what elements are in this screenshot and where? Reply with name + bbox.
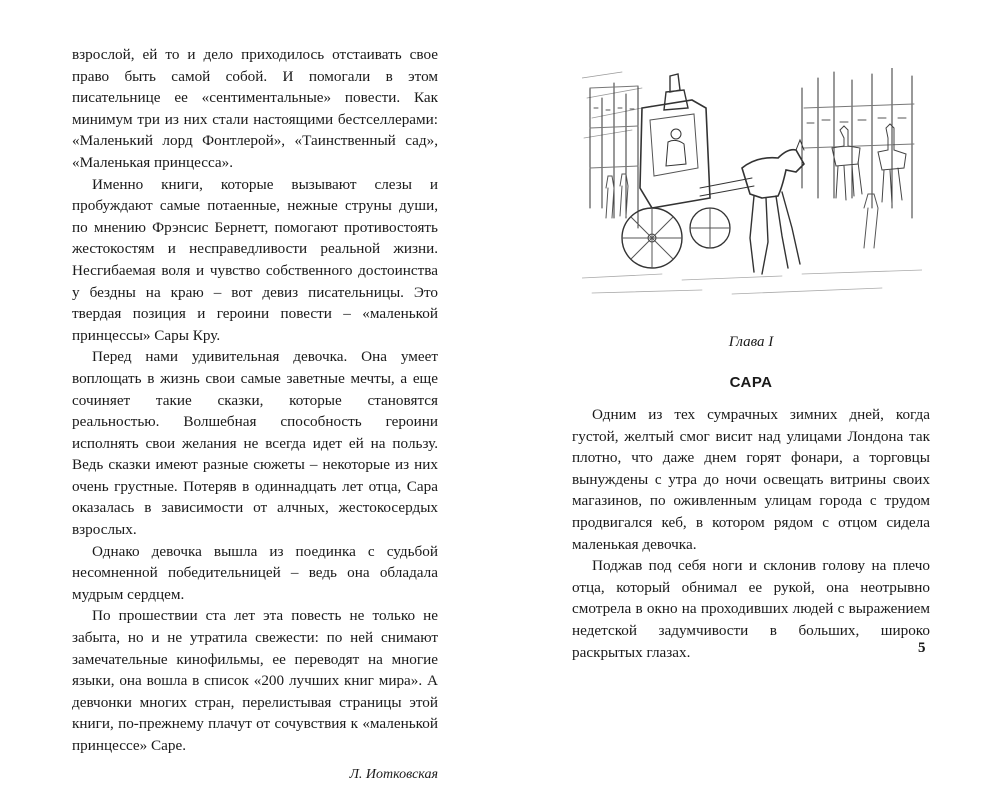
left-page	[72, 44, 438, 785]
left-paragraph-5: По прошествии ста лет эта повесть не только не забыта, но и не утратила свежести: по ней снимают замечательные кинофильмы, ее переводят на многие языки, она вошла в список «200 лучших книг мира». А девчонки многих стран, перелистывая страницы этой книги, по-прежнему плачут от сочувствия к «маленькой принцессе» Саре.	[72, 607, 438, 754]
right-paragraph-2: Поджав под себя ноги и склонив голову на плечо отца, который обнимал ее рукой, она неотрывно смотрела в окно на проходивших людей с выражением недетской задумчивости в больших, широко раскрытых глазах.	[572, 557, 930, 661]
page-number: 5	[918, 640, 926, 656]
left-paragraph-2: Именно книги, которые вызывают слезы и пробуждают самые потаенные, нежные струны души, по мнению Фрэнсис Бернетт, помогают противостоять жестокостям и несправедливости реальной жизни. Несгибаемая воля и чувство собственного достоинства у бездны на краю – вот девиз писательницы. Это твердая позиция и героини повести – «маленькой принцессы» Сары Кру.	[72, 175, 438, 344]
chapter-label: Глава I	[728, 334, 774, 350]
horse-carriage-sketch-icon	[582, 68, 922, 312]
right-text-block	[572, 404, 930, 663]
left-paragraph-1: взрослой, ей то и дело приходилось отстаивать свое право быть самой собой. И помогали в этом писательнице ее «сентиментальные» повести. Как минимум три из них стали настоящими бестселлерами: «Маленький лорд Фонтлерой», «Таинственный сад», «Маленькая принцесса».	[72, 46, 438, 171]
chapter-title: САРА	[729, 374, 773, 391]
author-signature: Л. Иотковская	[349, 766, 438, 782]
left-paragraph-4: Однако девочка вышла из поединка с судьбой несомненной победительницей – ведь она обладала мудрым сердцем.	[72, 542, 438, 603]
right-paragraph-1: Одним из тех сумрачных зимних дней, когда густой, желтый смог висит над улицами Лондона так плотно, что даже днем горят фонари, а торговцы вынуждены с утра до ночи освещать витрины своих магазинов, по оживленным улицам города с трудом продвигался кеб, в котором рядом с отцом сидела маленькая девочка.	[572, 406, 930, 553]
left-paragraph-3: Перед нами удивительная девочка. Она умеет воплощать в жизнь свои самые заветные мечты, а еще сочиняет такие сказки, которые становятся реальностью. Волшебная способность героини исполнять свои желания не всегда идет ей на пользу. Ведь сказки имеют разные сюжеты – некоторые из них очень грустные. Потеряв в одиннадцать лет отца, Сара оказалась в зависимости от алчных, жестокосердых взрослых.	[72, 348, 438, 539]
